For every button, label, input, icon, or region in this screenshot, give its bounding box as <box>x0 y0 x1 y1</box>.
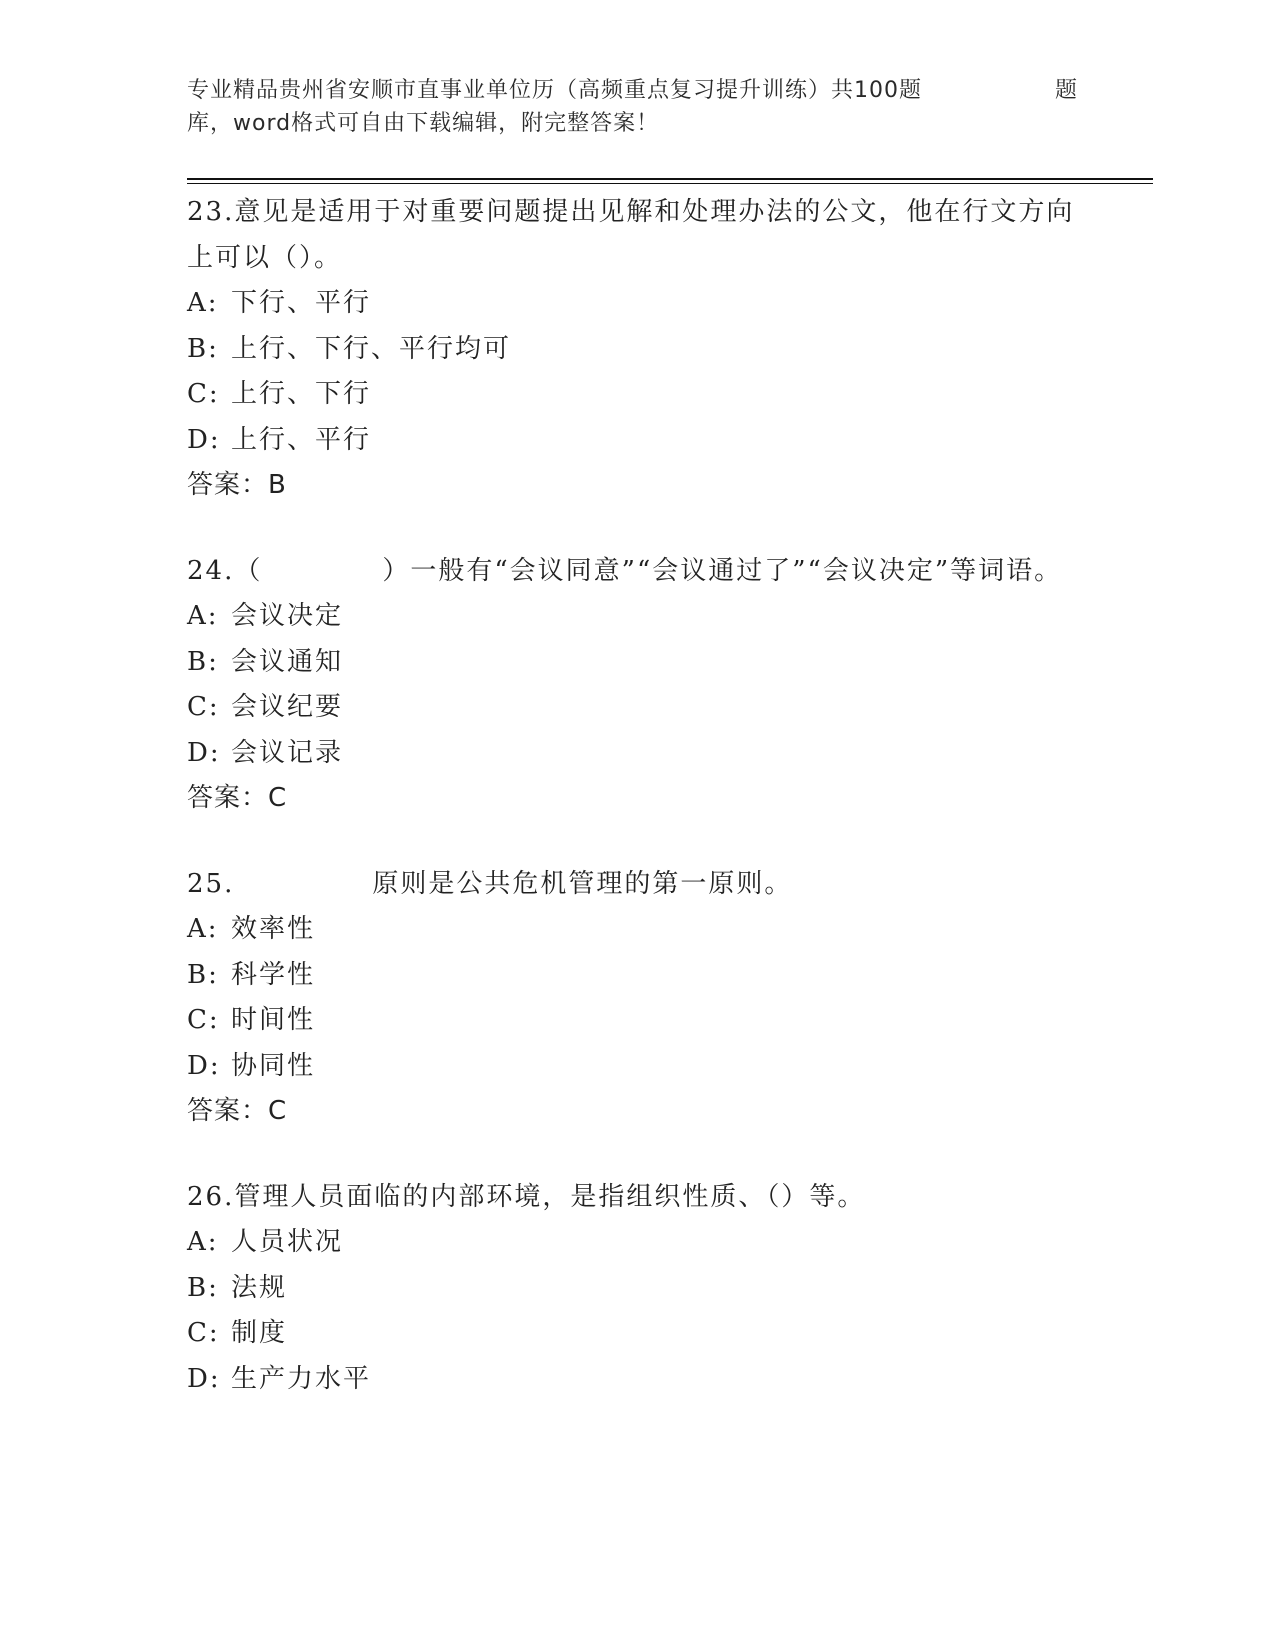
option-a <box>187 1220 1087 1266</box>
option-label: A: <box>187 914 219 944</box>
question-text <box>187 190 1087 281</box>
option-label: A: <box>187 288 219 318</box>
option-text: 时间性 <box>231 1005 316 1035</box>
question-text <box>187 549 1087 595</box>
option-label: B: <box>187 646 219 677</box>
question-26 <box>187 1175 1087 1403</box>
question-25 <box>187 862 1087 1135</box>
option-a <box>187 594 1087 640</box>
header-rule-thin <box>187 183 1153 184</box>
option-c <box>187 372 1087 418</box>
option-text: 协同性 <box>231 1050 316 1081</box>
option-d <box>187 731 1087 777</box>
question-text <box>187 1175 1087 1221</box>
question-stem: 意见是适用于对重要问题提出见解和处理办法的公文，他在行文方向上可以（）。 <box>187 197 1075 273</box>
option-b <box>187 640 1087 686</box>
option-d <box>187 1357 1087 1403</box>
option-text: 制度 <box>231 1318 288 1348</box>
answer-line: 答案：C <box>187 783 288 813</box>
header-rule-thick <box>187 178 1153 180</box>
option-label: D: <box>187 424 221 455</box>
option-label: C: <box>187 1005 220 1035</box>
header-title-tail: 题 <box>1055 78 1079 103</box>
question-stem-open: （ <box>234 555 263 586</box>
option-label: A: <box>187 601 219 631</box>
option-label: C: <box>187 692 220 722</box>
option-label: A: <box>187 1227 219 1257</box>
option-label: D: <box>187 1363 221 1394</box>
option-a <box>187 281 1087 327</box>
answer-line: 答案：B <box>187 470 287 500</box>
document-header <box>187 74 1097 140</box>
answer-line: 答案：C <box>187 1096 288 1126</box>
option-c <box>187 685 1087 731</box>
option-text: 人员状况 <box>231 1227 344 1257</box>
question-stem: 管理人员面临的内部环境，是指组织性质、（）等。 <box>234 1181 866 1212</box>
question-number: 23. <box>187 197 235 227</box>
option-c <box>187 998 1087 1044</box>
option-text: 上行、下行、平行均可 <box>231 333 512 364</box>
option-text: 科学性 <box>231 959 316 990</box>
question-stem: ）一般有“会议同意”“会议通过了”“会议决定”等词语。 <box>382 555 1063 586</box>
option-text: 下行、平行 <box>231 288 372 318</box>
question-stem: 原则是公共危机管理的第一原则。 <box>372 868 793 899</box>
option-text: 效率性 <box>231 914 316 944</box>
option-label: B: <box>187 1272 219 1303</box>
option-label: D: <box>187 1050 221 1081</box>
option-label: D: <box>187 737 221 768</box>
option-b <box>187 953 1087 999</box>
option-label: C: <box>187 1318 220 1348</box>
option-label: B: <box>187 333 219 364</box>
option-b <box>187 1266 1087 1312</box>
option-d <box>187 1044 1087 1090</box>
option-label: C: <box>187 379 220 409</box>
option-text: 上行、平行 <box>231 424 372 455</box>
header-title-text: 专业精品贵州省安顺市直事业单位历（高频重点复习提升训练）共100题 <box>187 78 922 103</box>
option-text: 会议纪要 <box>231 692 344 722</box>
question-number: 26. <box>187 1181 235 1212</box>
option-text: 上行、下行 <box>231 379 372 409</box>
question-24 <box>187 549 1087 822</box>
option-d <box>187 418 1087 464</box>
option-text: 生产力水平 <box>231 1363 372 1394</box>
question-list <box>187 190 1087 1442</box>
question-number: 25. <box>187 868 235 899</box>
question-23 <box>187 190 1087 509</box>
question-text <box>187 862 1087 908</box>
header-line-1 <box>187 74 1097 107</box>
option-c <box>187 1311 1087 1357</box>
option-text: 法规 <box>231 1272 288 1303</box>
option-text: 会议通知 <box>231 646 344 677</box>
option-label: B: <box>187 959 219 990</box>
option-b <box>187 327 1087 373</box>
header-line-2: 库，word格式可自由下载编辑，附完整答案！ <box>187 111 660 136</box>
option-a <box>187 907 1087 953</box>
option-text: 会议记录 <box>231 737 344 768</box>
option-text: 会议决定 <box>231 601 344 631</box>
question-number: 24. <box>187 555 235 586</box>
